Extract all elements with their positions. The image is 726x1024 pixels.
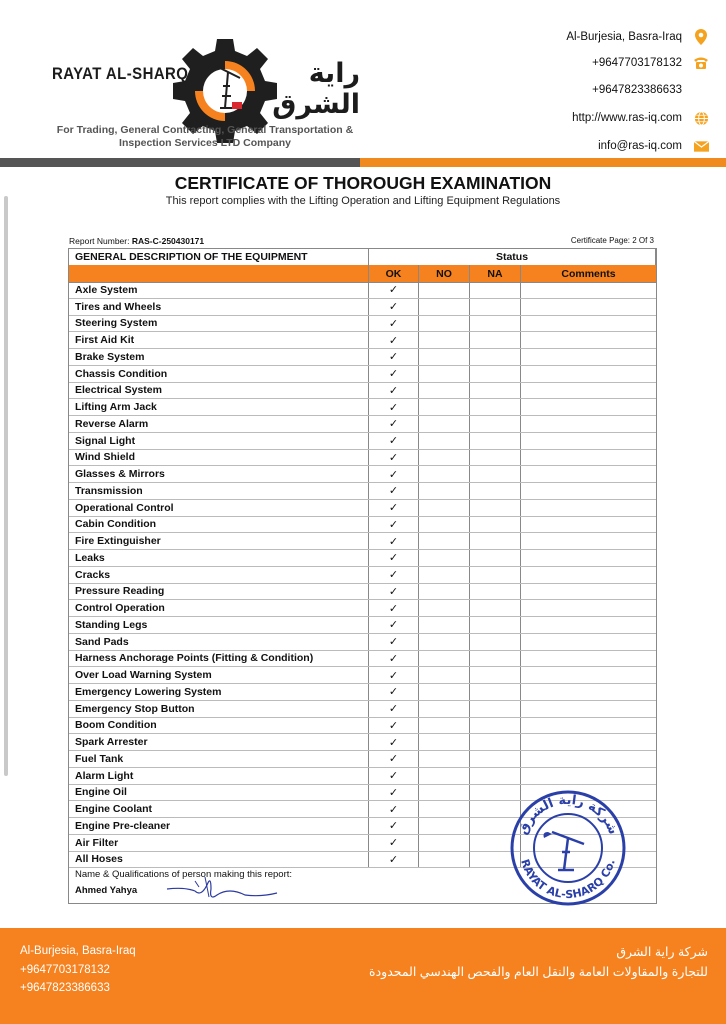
ok-cell [369, 399, 419, 415]
column-comments: Comments [561, 267, 616, 280]
no-cell [419, 416, 470, 432]
table-row [69, 282, 656, 299]
table-row [69, 399, 656, 416]
stamp-text-en: RAYAT AL-SHARQ Co. [518, 857, 618, 902]
na-cell [470, 316, 521, 332]
ok-cell [369, 282, 419, 298]
footer-tagline-ar: للتجارة والمقاولات العامة والنقل العام والفحص الهندسي المحدودة [369, 965, 708, 979]
checkmark-icon: ✓ [388, 619, 399, 632]
no-cell [419, 768, 470, 784]
no-cell [419, 282, 470, 298]
equipment-item: Pressure Reading [69, 584, 369, 600]
table-row [69, 734, 656, 751]
checkmark-icon: ✓ [388, 585, 399, 598]
equipment-item: Brake System [69, 349, 369, 365]
no-cell [419, 684, 470, 700]
checkmark-icon: ✓ [388, 703, 399, 716]
ok-cell [369, 634, 419, 650]
checkmark-icon: ✓ [388, 317, 399, 330]
ok-cell [369, 801, 419, 817]
ok-cell [369, 684, 419, 700]
ok-cell [369, 433, 419, 449]
comments-cell [521, 282, 656, 298]
website-link[interactable]: http://www.ras-iq.com [572, 112, 682, 124]
checkmark-icon: ✓ [388, 502, 399, 515]
comments-cell [521, 483, 656, 499]
telephone-icon [692, 54, 710, 72]
column-na: NA [470, 265, 521, 282]
na-cell [470, 332, 521, 348]
table-row [69, 416, 656, 433]
certificate-page: Certificate Page: 2 Of 3 [570, 236, 654, 245]
no-cell [419, 500, 470, 516]
no-cell [419, 299, 470, 315]
report-number-label: Report Number: [69, 236, 130, 246]
na-cell [470, 634, 521, 650]
contact-address [450, 27, 710, 47]
na-cell [470, 366, 521, 382]
na-cell [470, 684, 521, 700]
equipment-item: Chassis Condition [69, 366, 369, 382]
checkmark-icon: ✓ [388, 368, 399, 381]
checkmark-icon: ✓ [388, 853, 399, 866]
checkmark-icon: ✓ [388, 301, 399, 314]
na-cell [470, 450, 521, 466]
equipment-item: All Hoses [69, 852, 369, 868]
page-footer [0, 928, 726, 1024]
na-cell [470, 349, 521, 365]
equipment-item: Alarm Light [69, 768, 369, 784]
ok-cell [369, 600, 419, 616]
no-cell [419, 383, 470, 399]
na-cell [470, 433, 521, 449]
table-row [69, 332, 656, 349]
na-cell [470, 466, 521, 482]
na-cell [470, 667, 521, 683]
checkmark-icon: ✓ [388, 820, 399, 833]
equipment-item: Standing Legs [69, 617, 369, 633]
ok-cell [369, 349, 419, 365]
ok-cell [369, 299, 419, 315]
comments-cell [521, 634, 656, 650]
ok-cell [369, 567, 419, 583]
no-cell [419, 567, 470, 583]
equipment-item: Electrical System [69, 383, 369, 399]
checkmark-icon: ✓ [388, 569, 399, 582]
comments-cell [521, 383, 656, 399]
equipment-item: Glasses & Mirrors [69, 466, 369, 482]
table-row [69, 316, 656, 333]
comments-cell [521, 617, 656, 633]
ok-cell [369, 500, 419, 516]
equipment-item: Steering System [69, 316, 369, 332]
equipment-item: Wind Shield [69, 450, 369, 466]
comments-cell [521, 517, 656, 533]
ok-cell [369, 617, 419, 633]
checkmark-icon: ✓ [388, 753, 399, 766]
na-cell [470, 651, 521, 667]
footer-company-ar [369, 942, 708, 982]
contact-phone1 [450, 53, 710, 73]
table-row [69, 584, 656, 601]
na-cell [470, 399, 521, 415]
equipment-item: Emergency Stop Button [69, 701, 369, 717]
document-subtitle: This report complies with the Lifting Operation and Lifting Equipment Regulations [165, 195, 561, 207]
no-cell [419, 433, 470, 449]
comments-cell [521, 433, 656, 449]
footer-address: Al-Burjesia, Basra-Iraq [20, 945, 136, 957]
ok-cell [369, 751, 419, 767]
no-cell [419, 751, 470, 767]
ok-cell [369, 533, 419, 549]
na-cell [470, 734, 521, 750]
comments-cell [521, 316, 656, 332]
table-row [69, 701, 656, 718]
equipment-item: Operational Control [69, 500, 369, 516]
ok-cell [369, 517, 419, 533]
contact-phone2 [450, 80, 710, 100]
company-stamp [508, 788, 628, 908]
comments-cell [521, 600, 656, 616]
company-name-ar: راية الشرق [272, 58, 360, 119]
equipment-item: Signal Light [69, 433, 369, 449]
equipment-item: Control Operation [69, 600, 369, 616]
na-cell [470, 768, 521, 784]
table-row [69, 483, 656, 500]
table-body [69, 282, 656, 868]
no-cell [419, 332, 470, 348]
checkmark-icon: ✓ [388, 518, 399, 531]
company-name-en: RAYAT AL-SHARQ [52, 64, 189, 83]
table-column-header-row [69, 265, 656, 283]
equipment-item: Reverse Alarm [69, 416, 369, 432]
checkmark-icon: ✓ [388, 837, 399, 850]
checkmark-icon: ✓ [388, 770, 399, 783]
no-cell [419, 550, 470, 566]
ok-cell [369, 483, 419, 499]
na-cell [470, 500, 521, 516]
scrollbar[interactable] [4, 196, 8, 776]
comments-cell [521, 768, 656, 784]
checkmark-icon: ✓ [388, 451, 399, 464]
checkmark-icon: ✓ [388, 636, 399, 649]
no-cell [419, 349, 470, 365]
equipment-item: Cabin Condition [69, 517, 369, 533]
email-link[interactable]: info@ras-iq.com [598, 140, 682, 152]
no-cell [419, 785, 470, 801]
na-cell [470, 483, 521, 499]
na-cell [470, 517, 521, 533]
table-row [69, 600, 656, 617]
checkmark-icon: ✓ [388, 284, 399, 297]
document-title: CERTIFICATE OF THOROUGH EXAMINATION [174, 173, 552, 193]
header-divider-gray [0, 158, 360, 167]
report-number-value: RAS-C-250430171 [131, 236, 205, 246]
ok-cell [369, 383, 419, 399]
comments-cell [521, 500, 656, 516]
table-row [69, 768, 656, 785]
ok-cell [369, 651, 419, 667]
na-cell [470, 299, 521, 315]
header-status: Status [369, 249, 656, 265]
equipment-item: Fire Extinguisher [69, 533, 369, 549]
no-cell [419, 718, 470, 734]
equipment-item: Fuel Tank [69, 751, 369, 767]
checkmark-icon: ✓ [388, 485, 399, 498]
checkmark-icon: ✓ [388, 535, 399, 548]
na-cell [470, 617, 521, 633]
no-cell [419, 466, 470, 482]
ok-cell [369, 852, 419, 868]
phone1-text: +9647703178132 [592, 57, 682, 69]
footer-contact [20, 942, 136, 998]
no-cell [419, 835, 470, 851]
equipment-item: Lifting Arm Jack [69, 399, 369, 415]
ok-cell [369, 701, 419, 717]
signature-scribble [165, 867, 285, 903]
table-row [69, 349, 656, 366]
comments-cell [521, 701, 656, 717]
table-row [69, 718, 656, 735]
table-row [69, 500, 656, 517]
header-divider-orange [360, 158, 726, 167]
no-cell [419, 316, 470, 332]
comments-cell [521, 567, 656, 583]
comments-cell [521, 533, 656, 549]
no-cell [419, 399, 470, 415]
ok-cell [369, 768, 419, 784]
location-pin-icon [692, 28, 710, 46]
equipment-item: Transmission [69, 483, 369, 499]
na-cell [470, 751, 521, 767]
equipment-item: Over Load Warning System [69, 667, 369, 683]
comments-cell [521, 667, 656, 683]
comments-cell [521, 584, 656, 600]
comments-cell [521, 718, 656, 734]
table-row [69, 366, 656, 383]
equipment-item: Engine Coolant [69, 801, 369, 817]
ok-cell [369, 466, 419, 482]
equipment-item: Engine Pre-cleaner [69, 818, 369, 834]
company-tagline: For Trading, General Contracting, General Transportation & Inspection Services LTD Company [56, 124, 354, 149]
na-cell [470, 550, 521, 566]
column-ok: OK [369, 265, 419, 282]
comments-cell [521, 550, 656, 566]
no-cell [419, 584, 470, 600]
footer-name-ar: شركة راية الشرق [616, 945, 708, 959]
equipment-item: Harness Anchorage Points (Fitting & Condition) [69, 651, 369, 667]
table-row [69, 299, 656, 316]
na-cell [470, 600, 521, 616]
no-cell [419, 517, 470, 533]
checkmark-icon: ✓ [388, 669, 399, 682]
equipment-item: Emergency Lowering System [69, 684, 369, 700]
equipment-item: Air Filter [69, 835, 369, 851]
equipment-item: Boom Condition [69, 718, 369, 734]
stamp-text-ar: شركة راية الشرق [515, 792, 621, 837]
no-cell [419, 667, 470, 683]
ok-cell [369, 785, 419, 801]
comments-cell [521, 416, 656, 432]
ok-cell [369, 316, 419, 332]
comments-cell [521, 450, 656, 466]
comments-cell [521, 399, 656, 415]
comments-cell [521, 684, 656, 700]
no-cell [419, 617, 470, 633]
na-cell [470, 567, 521, 583]
svg-text:RAYAT AL-SHARQ Co. [518, 858, 618, 902]
equipment-item: Tires and Wheels [69, 299, 369, 315]
checkmark-icon: ✓ [388, 384, 399, 397]
ok-cell [369, 818, 419, 834]
comments-cell [521, 366, 656, 382]
footer-phone2: +9647823386633 [20, 982, 110, 994]
no-cell [419, 483, 470, 499]
ok-cell [369, 835, 419, 851]
comments-cell [521, 466, 656, 482]
equipment-item: Axle System [69, 282, 369, 298]
table-row [69, 651, 656, 668]
checkmark-icon: ✓ [388, 803, 399, 816]
no-cell [419, 366, 470, 382]
ok-cell [369, 332, 419, 348]
ok-cell [369, 667, 419, 683]
table-row [69, 450, 656, 467]
table-row [69, 533, 656, 550]
equipment-item: Spark Arrester [69, 734, 369, 750]
comments-cell [521, 349, 656, 365]
checkmark-icon: ✓ [388, 686, 399, 699]
checkmark-icon: ✓ [388, 418, 399, 431]
checkmark-icon: ✓ [388, 552, 399, 565]
table-row [69, 466, 656, 483]
no-cell [419, 600, 470, 616]
footer-phone1: +9647703178132 [20, 963, 110, 976]
no-cell [419, 634, 470, 650]
equipment-item: Sand Pads [69, 634, 369, 650]
table-row [69, 567, 656, 584]
na-cell [470, 383, 521, 399]
ok-cell [369, 550, 419, 566]
comments-cell [521, 734, 656, 750]
table-row [69, 634, 656, 651]
address-text: Al-Burjesia, Basra-Iraq [566, 31, 682, 43]
table-row [69, 684, 656, 701]
no-cell [419, 533, 470, 549]
table-header-row [69, 249, 656, 266]
ok-cell [369, 734, 419, 750]
column-no: NO [419, 265, 470, 282]
no-cell [419, 801, 470, 817]
comments-cell [521, 332, 656, 348]
na-cell [470, 282, 521, 298]
comments-cell [521, 299, 656, 315]
comments-cell [521, 651, 656, 667]
table-row [69, 517, 656, 534]
ok-cell [369, 416, 419, 432]
checkmark-icon: ✓ [388, 334, 399, 347]
checkmark-icon: ✓ [388, 468, 399, 481]
table-row [69, 751, 656, 768]
na-cell [470, 533, 521, 549]
checkmark-icon: ✓ [388, 719, 399, 732]
na-cell [470, 718, 521, 734]
checkmark-icon: ✓ [388, 736, 399, 749]
ok-cell [369, 718, 419, 734]
envelope-icon [692, 137, 710, 155]
table-row [69, 617, 656, 634]
equipment-item: Engine Oil [69, 785, 369, 801]
ok-cell [369, 450, 419, 466]
table-row [69, 550, 656, 567]
no-cell [419, 450, 470, 466]
company-logo [40, 30, 360, 155]
no-cell [419, 734, 470, 750]
inspector-label: Name & Qualifications of person making this report: [75, 869, 293, 880]
no-cell [419, 818, 470, 834]
no-cell [419, 651, 470, 667]
equipment-item: First Aid Kit [69, 332, 369, 348]
contact-email [450, 136, 710, 156]
phone2-text: +9647823386633 [592, 84, 682, 96]
table-row [69, 383, 656, 400]
checkmark-icon: ✓ [388, 401, 399, 414]
checkmark-icon: ✓ [388, 602, 399, 615]
header-description: GENERAL DESCRIPTION OF THE EQUIPMENT [69, 249, 369, 265]
table-row [69, 433, 656, 450]
report-number [69, 236, 204, 246]
na-cell [470, 701, 521, 717]
equipment-item: Cracks [69, 567, 369, 583]
table-row [69, 667, 656, 684]
inspector-name: Ahmed Yahya [75, 885, 138, 896]
equipment-item: Leaks [69, 550, 369, 566]
checkmark-icon: ✓ [388, 435, 399, 448]
na-cell [470, 584, 521, 600]
comments-cell [521, 751, 656, 767]
globe-icon [692, 109, 710, 127]
checkmark-icon: ✓ [388, 652, 399, 665]
contact-website [450, 108, 710, 128]
no-cell [419, 701, 470, 717]
ok-cell [369, 366, 419, 382]
ok-cell [369, 584, 419, 600]
checkmark-icon: ✓ [388, 786, 399, 799]
no-cell [419, 852, 470, 868]
na-cell [470, 416, 521, 432]
checkmark-icon: ✓ [388, 351, 399, 364]
